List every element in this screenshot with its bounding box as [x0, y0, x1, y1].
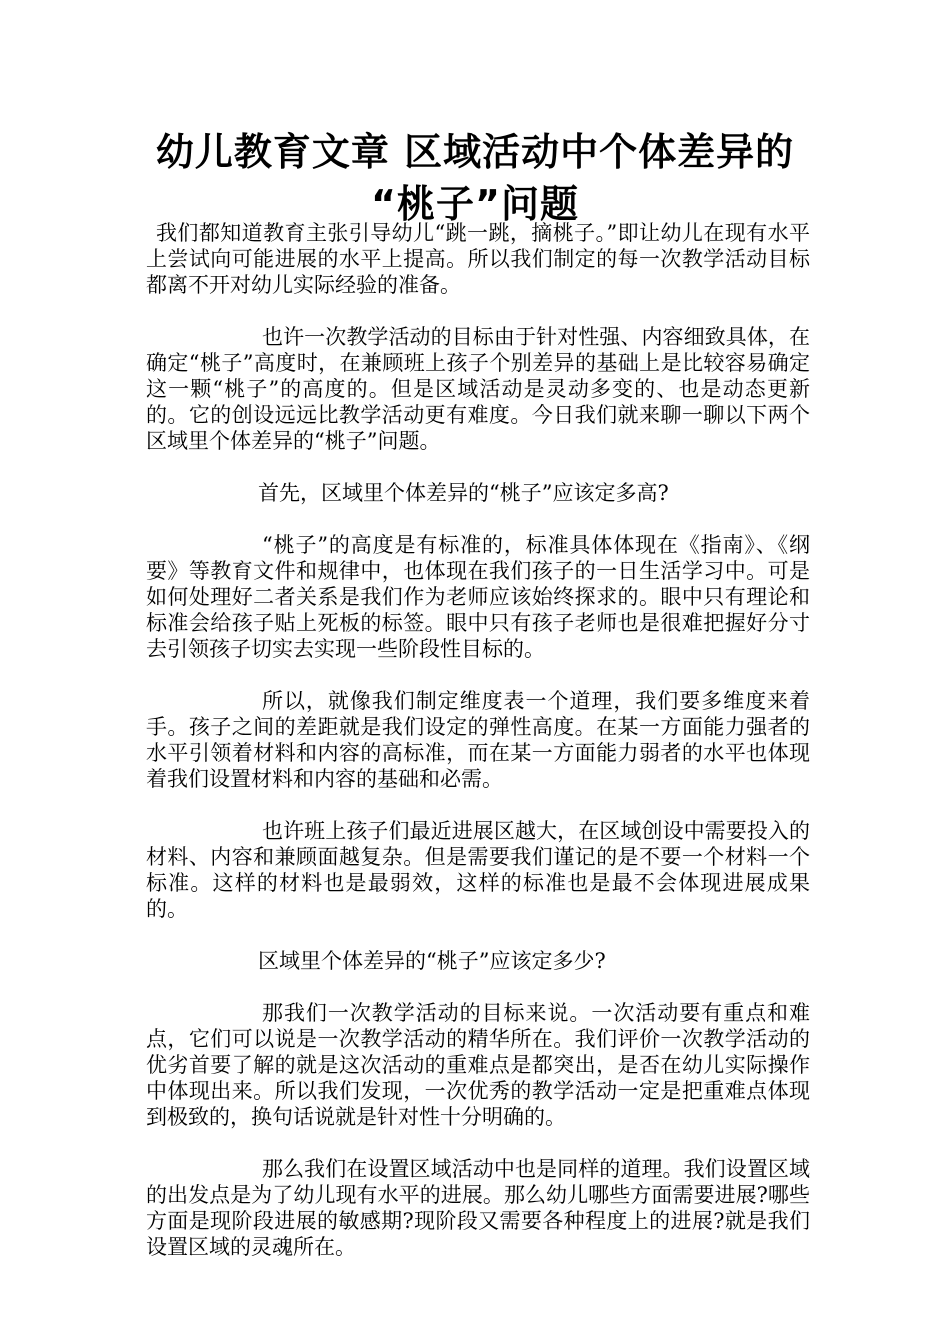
- paragraph: “桃子”的高度是有标准的，标准具体体现在《指南》、《纲要》等教育文件和规律中，也体现在我们孩子的一日生活学习中。可是如何处理好二者关系是我们作为老师应该始终探求的。眼中只有理论和标准会给孩子贴上死板的标签。眼中只有孩子老师也是很难把握好分寸去引领孩子切实去实现一些阶段性目标的。: [146, 533, 810, 661]
- paragraph: 也许一次教学活动的目标由于针对性强、内容细致具体，在确定“桃子”高度时，在兼顾班上孩子个别差异的基础上是比较容易确定这一颗“桃子”的高度的。但是区域活动是灵动多变的、也是动态更新的。它的创设远远比教学活动更有难度。今日我们就来聊一聊以下两个区域里个体差异的“桃子”问题。: [146, 325, 810, 453]
- title-line-2: “桃子”问题: [371, 182, 579, 226]
- paragraph: 所以，就像我们制定维度表一个道理，我们要多维度来着手。孩子之间的差距就是我们设定的弹性高度。在某一方面能力强者的水平引领着材料和内容的高标准，而在某一方面能力弱者的水平也体现着我们设置材料和内容的基础和必需。: [146, 689, 810, 791]
- title-line-1: 幼儿教育文章 区域活动中个体差异的: [155, 130, 795, 174]
- paragraph-intro: 我们都知道教育主张引导幼儿“跳一跳，摘桃子。”即让幼儿在现有水平上尝试向可能进展的水平上提高。所以我们制定的每一次教学活动目标都离不开对幼儿实际经验的准备。: [146, 221, 810, 297]
- document-title: [120, 126, 830, 230]
- paragraph: 那我们一次教学活动的目标来说。一次活动要有重点和难点，它们可以说是一次教学活动的精华所在。我们评价一次教学活动的优劣首要了解的就是这次活动的重难点是都突出，是否在幼儿实际操作中体现出来。所以我们发现，一次优秀的教学活动一定是把重难点体现到极致的，换句话说就是针对性十分明确的。: [146, 1001, 810, 1129]
- paragraph: 那么我们在设置区域活动中也是同样的道理。我们设置区域的出发点是为了幼儿现有水平的进展。那么幼儿哪些方面需要进展?哪些方面是现阶段进展的敏感期?现阶段又需要各种程度上的进展?就是我们设置区域的灵魂所在。: [146, 1157, 810, 1259]
- section-heading: 首先，区域里个体差异的“桃子”应该定多高?: [258, 481, 669, 505]
- section-heading: 区域里个体差异的“桃子”应该定多少?: [258, 949, 606, 973]
- document-body: [146, 220, 810, 1286]
- paragraph: 也许班上孩子们最近进展区越大，在区域创设中需要投入的材料、内容和兼顾面越复杂。但是需要我们谨记的是不要一个材料一个标准。这样的材料也是最弱效，这样的标准也是最不会体现进展成果的。: [146, 819, 810, 921]
